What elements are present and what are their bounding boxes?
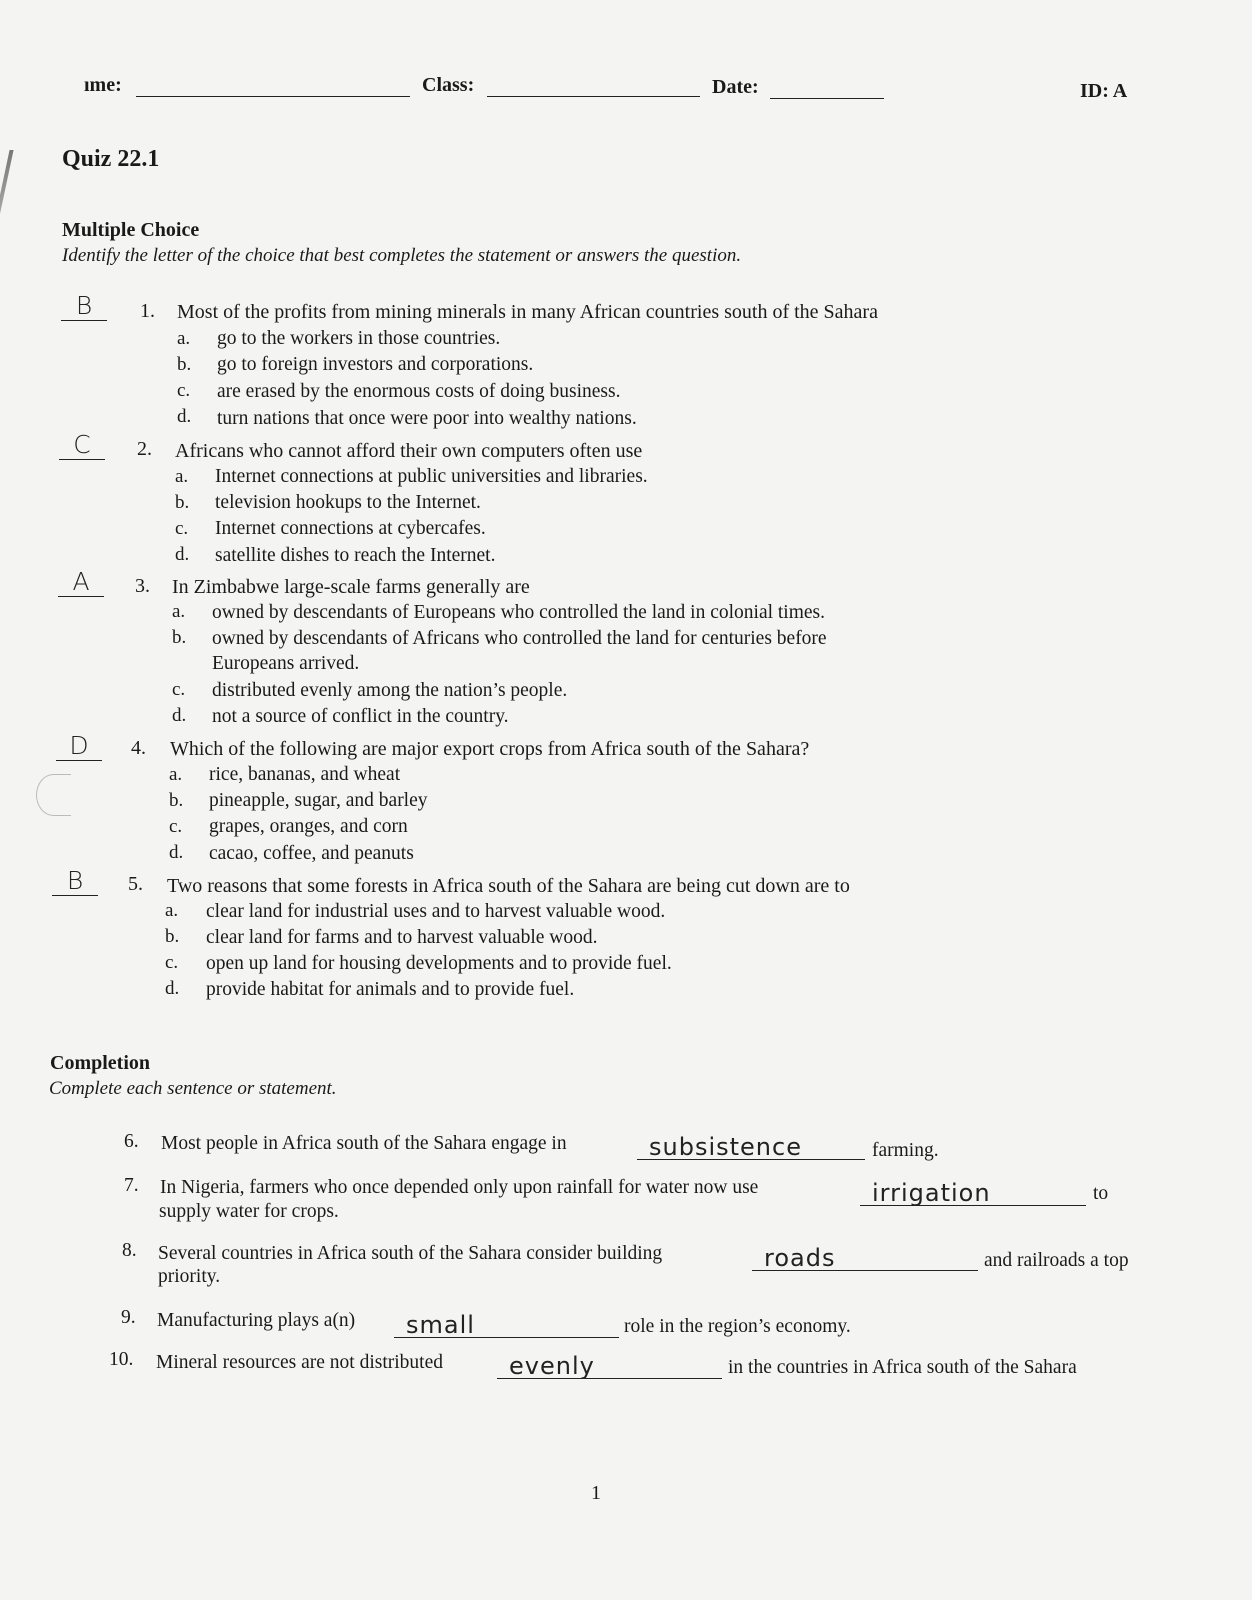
page-title: Quiz 22.1: [62, 146, 160, 172]
completion-after: farming.: [872, 1140, 939, 1161]
option-text: television hookups to the Internet.: [215, 492, 481, 513]
question-number: 3.: [135, 575, 150, 597]
option-text: go to the workers in those countries.: [217, 328, 501, 349]
answer-blank-2[interactable]: C: [59, 431, 105, 460]
option-text: cacao, coffee, and peanuts: [209, 843, 414, 864]
option-letter: a.: [165, 900, 179, 921]
question-number: 2.: [137, 438, 152, 460]
option-text: open up land for housing developments and to provide fuel.: [206, 953, 672, 974]
completion-number: 10.: [109, 1349, 134, 1370]
option-letter: c.: [169, 816, 183, 837]
option-text: distributed evenly among the nation’s people.: [212, 680, 568, 701]
answer-blank-4[interactable]: D: [56, 732, 102, 761]
id-label: ID: A: [1080, 80, 1128, 102]
option-letter: a.: [177, 328, 191, 349]
option-letter: b.: [165, 926, 180, 947]
multiple-choice-heading: Multiple Choice: [62, 219, 200, 241]
option-text: grapes, oranges, and corn: [209, 816, 408, 837]
option-text: rice, bananas, and wheat: [209, 764, 401, 785]
option-letter: d.: [172, 705, 187, 726]
completion-before: Most people in Africa south of the Sahara engage in: [161, 1133, 567, 1154]
date-field[interactable]: [770, 98, 884, 99]
option-letter: d.: [169, 842, 184, 863]
option-letter: c.: [165, 952, 179, 973]
option-letter: c.: [172, 679, 186, 700]
question-text: Two reasons that some forests in Africa south of the Sahara are being cut down are to: [167, 875, 850, 897]
completion-before: Several countries in Africa south of the Sahara consider building: [158, 1243, 663, 1264]
completion-blank-9[interactable]: small: [394, 1312, 619, 1338]
option-letter: d.: [177, 406, 192, 427]
completion-before: Manufacturing plays a(n): [157, 1310, 356, 1331]
option-text: Internet connections at public universities and libraries.: [215, 466, 648, 487]
class-field[interactable]: [487, 96, 700, 97]
completion-blank-10[interactable]: evenly: [497, 1353, 722, 1379]
option-letter: b.: [172, 627, 187, 648]
page-number: 1: [591, 1482, 601, 1504]
option-letter: b.: [177, 354, 192, 375]
question-text: Africans who cannot afford their own computers often use: [175, 440, 643, 462]
question-number: 1.: [140, 300, 155, 322]
option-letter: a.: [175, 466, 189, 487]
option-letter: c.: [175, 518, 189, 539]
answer-blank-3[interactable]: A: [58, 568, 104, 597]
date-label: Date:: [712, 76, 759, 98]
completion-continued: priority.: [158, 1266, 221, 1287]
completion-blank-8[interactable]: roads: [752, 1245, 978, 1271]
completion-after: and railroads a top: [984, 1250, 1129, 1271]
option-letter: c.: [177, 380, 191, 401]
question-text: Which of the following are major export crops from Africa south of the Sahara?: [170, 738, 810, 760]
completion-after: role in the region’s economy.: [624, 1316, 851, 1337]
option-text: Internet connections at cybercafes.: [215, 518, 486, 539]
multiple-choice-instructions: Identify the letter of the choice that best completes the statement or answers the question.: [62, 245, 742, 266]
option-text: not a source of conflict in the country.: [212, 706, 509, 727]
completion-before: In Nigeria, farmers who once depended only upon rainfall for water now use: [160, 1177, 759, 1198]
option-text: pineapple, sugar, and barley: [209, 790, 428, 811]
question-text: Most of the profits from mining minerals in many African countries south of the Sahara: [177, 301, 878, 323]
option-text-continued: Europeans arrived.: [212, 653, 360, 674]
punch-hole-mark: [36, 774, 71, 816]
completion-continued: supply water for crops.: [159, 1201, 339, 1222]
option-text: clear land for farms and to harvest valuable wood.: [206, 927, 598, 948]
completion-after: to: [1093, 1183, 1109, 1204]
option-text: owned by descendants of Africans who controlled the land for centuries before: [212, 628, 827, 649]
option-text: owned by descendants of Europeans who controlled the land in colonial times.: [212, 602, 826, 623]
question-number: 4.: [131, 737, 146, 759]
option-letter: a.: [172, 601, 186, 622]
question-number: 5.: [128, 873, 143, 895]
answer-blank-1[interactable]: B: [61, 292, 107, 321]
option-text: provide habitat for animals and to provide fuel.: [206, 979, 575, 1000]
option-letter: b.: [169, 790, 184, 811]
question-text: In Zimbabwe large-scale farms generally are: [172, 576, 530, 598]
completion-number: 6.: [124, 1131, 139, 1152]
completion-number: 9.: [121, 1307, 136, 1328]
completion-heading: Completion: [50, 1052, 150, 1074]
completion-after: in the countries in Africa south of the Sahara: [728, 1357, 1077, 1378]
option-letter: a.: [169, 764, 183, 785]
name-label: ıme:: [84, 74, 122, 96]
class-label: Class:: [422, 74, 475, 96]
completion-before: Mineral resources are not distributed: [156, 1352, 443, 1373]
completion-number: 7.: [124, 1175, 139, 1196]
completion-number: 8.: [122, 1240, 137, 1261]
option-letter: d.: [175, 544, 190, 565]
completion-blank-7[interactable]: irrigation: [860, 1180, 1086, 1206]
option-text: satellite dishes to reach the Internet.: [215, 545, 496, 566]
option-letter: d.: [165, 978, 180, 999]
option-text: go to foreign investors and corporations.: [217, 354, 534, 375]
answer-blank-5[interactable]: B: [52, 867, 98, 896]
option-text: are erased by the enormous costs of doing business.: [217, 381, 621, 402]
option-text: clear land for industrial uses and to harvest valuable wood.: [206, 901, 666, 922]
binding-edge-mark: [0, 150, 14, 240]
option-letter: b.: [175, 492, 190, 513]
completion-instructions: Complete each sentence or statement.: [49, 1078, 337, 1099]
completion-blank-6[interactable]: subsistence: [637, 1134, 865, 1160]
name-field[interactable]: [136, 96, 410, 97]
option-text: turn nations that once were poor into wealthy nations.: [217, 408, 637, 429]
